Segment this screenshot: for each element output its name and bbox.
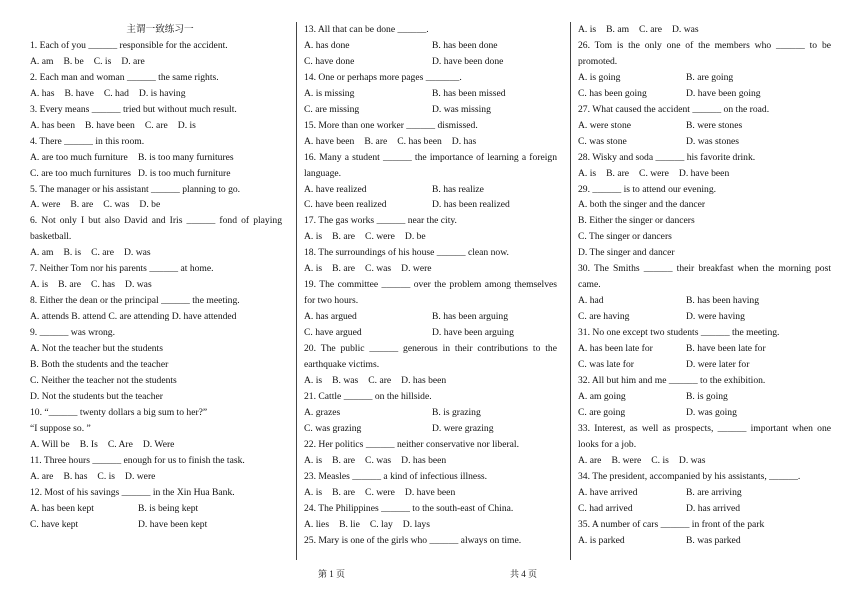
option: D. is xyxy=(177,119,196,131)
options-line xyxy=(304,229,557,245)
option: A. are xyxy=(30,470,54,482)
question-line: 3. Every means ______ tried but without much result. xyxy=(30,103,237,115)
option: D. were xyxy=(125,470,156,482)
option: D. was going xyxy=(686,406,737,418)
option: A. is going xyxy=(578,71,621,83)
option: A. have realized xyxy=(304,183,367,195)
option: A. were xyxy=(30,199,61,211)
question-line: 29. ______ is to attend our evening. xyxy=(578,183,717,195)
option: D. has xyxy=(451,135,477,147)
option: D. have been xyxy=(404,486,456,498)
question-line: A. attends B. attend C. are attending D. have attended xyxy=(30,311,237,323)
option: A. am xyxy=(30,55,54,67)
question-line: 25. Mary is one of the girls who ______ always on time. xyxy=(304,534,522,546)
option: C. has xyxy=(91,279,116,291)
option: A. are too much furniture xyxy=(30,151,128,163)
option: C. was xyxy=(365,263,392,275)
option: B. is grazing xyxy=(432,406,481,418)
option: D. were later for xyxy=(686,359,750,371)
options-line xyxy=(30,469,282,485)
option: A. lies xyxy=(304,518,330,530)
question-line: 8. Either the dean or the principal ______ the meeting. xyxy=(30,295,240,307)
options-line xyxy=(30,197,282,213)
option: B. were stones xyxy=(686,119,743,131)
option: D. is having xyxy=(138,87,186,99)
question-line: 6. Not only I but also David and Iris ______ fond of playing basketball. xyxy=(30,215,282,243)
question-line: 26. Tom is the only one of the members who ______ to be promoted. xyxy=(578,39,831,67)
option: A. has been kept xyxy=(30,502,94,514)
option: C. have kept xyxy=(30,518,79,530)
option: C. are xyxy=(368,374,392,386)
options-line xyxy=(304,453,557,469)
option: A. is xyxy=(304,231,323,243)
options-line xyxy=(30,517,282,533)
option: B. be xyxy=(63,55,84,67)
option: A. is xyxy=(304,374,323,386)
options-line xyxy=(304,102,557,118)
column-3 xyxy=(578,22,831,548)
option: C. is xyxy=(97,470,116,482)
option: C. was xyxy=(365,454,392,466)
option: A. is parked xyxy=(578,534,625,546)
options-line xyxy=(578,485,831,501)
option: C. are xyxy=(91,247,114,259)
option: A. has argued xyxy=(304,311,357,323)
option: A. is xyxy=(304,263,323,275)
option: C. are xyxy=(639,24,662,35)
option: C. was stone xyxy=(578,135,627,147)
options-line xyxy=(30,86,282,102)
question-line: 13. All that can be done ______. xyxy=(304,24,429,35)
question-line: A. Not the teacher but the students xyxy=(30,343,163,355)
option: A. am xyxy=(30,247,54,259)
option: A. is missing xyxy=(304,87,355,99)
option: B. have been xyxy=(85,119,135,131)
options-line xyxy=(304,86,557,102)
option: C. has been going xyxy=(578,87,647,99)
option: C. were xyxy=(639,167,669,179)
option: D. have been done xyxy=(432,55,504,67)
option: B. have been late for xyxy=(686,343,766,355)
options-line xyxy=(304,54,557,70)
option: D. was xyxy=(123,247,151,259)
options-line xyxy=(578,22,831,38)
option: C. has been xyxy=(397,135,442,147)
option: D. has been realized xyxy=(432,199,510,211)
column-divider-left xyxy=(296,22,297,560)
option: D. was xyxy=(671,24,699,35)
option: D. Were xyxy=(142,438,175,450)
question-line: D. The singer and dancer xyxy=(578,247,675,259)
question-line: 11. Three hours ______ enough for us to finish the task. xyxy=(30,454,245,466)
option: B. Is xyxy=(79,438,98,450)
option: A. has been xyxy=(30,119,76,131)
option: D. has been xyxy=(401,374,447,386)
options-line xyxy=(578,341,831,357)
option: D. were having xyxy=(686,311,745,323)
option: B. are xyxy=(606,167,630,179)
option: C. is xyxy=(651,454,669,466)
question-line: 30. The Smiths ______ their breakfast when the morning post came. xyxy=(578,263,831,291)
option: B. are xyxy=(332,231,356,243)
question-line: 18. The surroundings of his house ______ clean now. xyxy=(304,247,509,259)
option: D. were xyxy=(401,263,432,275)
option: A. is xyxy=(30,279,49,291)
options-line xyxy=(578,70,831,86)
option: C. have argued xyxy=(304,327,362,339)
column-1 xyxy=(30,22,282,533)
page-total: 共 4 页 xyxy=(510,569,538,579)
question-line: 9. ______ was wrong. xyxy=(30,327,116,339)
options-line xyxy=(304,134,557,150)
option: A. am going xyxy=(578,390,626,402)
question-line: 12. Most of his savings ______ in the Xin Hua Bank. xyxy=(30,486,235,498)
option: D. have been going xyxy=(686,87,761,99)
option: A. is xyxy=(304,454,323,466)
option: B. is being kept xyxy=(138,502,199,514)
option: C. is xyxy=(93,55,112,67)
option: C. have been realized xyxy=(304,199,387,211)
option: B. are xyxy=(364,135,388,147)
page-number: 第 1 页 xyxy=(318,569,346,579)
options-line xyxy=(304,485,557,501)
options-line xyxy=(304,197,557,213)
option: B. has xyxy=(63,470,88,482)
option: C. Are xyxy=(107,438,133,450)
option: B. are xyxy=(332,486,356,498)
option: A. are xyxy=(578,454,602,466)
option: C. have done xyxy=(304,55,355,67)
options-line xyxy=(30,437,282,453)
question-line: 14. One or perhaps more pages _______. xyxy=(304,71,462,83)
option: C. are missing xyxy=(304,103,360,115)
question-line: 5. The manager or his assistant ______ planning to go. xyxy=(30,183,241,195)
options-line xyxy=(30,245,282,261)
question-line: 4. There ______ in this room. xyxy=(30,135,145,147)
option: A. is xyxy=(578,24,597,35)
option: B. are going xyxy=(686,71,734,83)
option: C. were xyxy=(365,231,395,243)
options-line xyxy=(578,309,831,325)
question-line: 33. Interest, as well as prospects, ______ important when one looks for a job. xyxy=(578,422,831,450)
question-line: 2. Each man and woman ______ the same rights. xyxy=(30,71,219,83)
option: B. are xyxy=(70,199,94,211)
option: D. have been arguing xyxy=(432,327,514,339)
option: A. have arrived xyxy=(578,486,638,498)
option: C. was xyxy=(103,199,130,211)
option: D. was missing xyxy=(432,103,491,115)
question-line: 10. “______ twenty dollars a big sum to her?” xyxy=(30,406,208,418)
question-line: C. The singer or dancers xyxy=(578,231,672,243)
option: D. have been xyxy=(678,167,730,179)
question-line: 23. Measles ______ a kind of infectious illness. xyxy=(304,470,488,482)
option: B. have xyxy=(64,87,94,99)
option: B. were xyxy=(611,454,642,466)
option: A. has done xyxy=(304,39,350,51)
option: C. are xyxy=(144,119,168,131)
options-line xyxy=(304,261,557,277)
options-line xyxy=(578,293,831,309)
option: D. has arrived xyxy=(686,502,741,514)
question-line: 31. No one except two students ______ the meeting. xyxy=(578,327,780,339)
option: B. am xyxy=(606,24,630,35)
option: C. lay xyxy=(369,518,393,530)
question-line: 7. Neither Tom nor his parents ______ at home. xyxy=(30,263,214,275)
option: B. has been arguing xyxy=(432,311,509,323)
question-line: 1. Each of you ______ responsible for the accident. xyxy=(30,39,228,51)
options-line xyxy=(30,277,282,293)
option: A. is xyxy=(578,167,597,179)
options-line xyxy=(304,421,557,437)
option: B. was parked xyxy=(686,534,741,546)
question-line: 34. The president, accompanied by his assistants, ______. xyxy=(578,470,801,482)
options-line xyxy=(578,86,831,102)
option: A. grazes xyxy=(304,406,341,418)
option: B. is too many furnitures xyxy=(138,151,234,163)
column-2 xyxy=(304,22,557,548)
option: B. is xyxy=(63,247,82,259)
option: D. were grazing xyxy=(432,422,494,434)
option: B. are xyxy=(58,279,82,291)
options-line xyxy=(578,533,831,549)
options-line xyxy=(578,405,831,421)
option: C. are going xyxy=(578,406,626,418)
options-line xyxy=(304,405,557,421)
option: D. was xyxy=(678,454,706,466)
option: A. has xyxy=(30,87,55,99)
option: B. has realize xyxy=(432,183,484,195)
question-line: 20. The public ______ generous in their contributions to the earthquake victims. xyxy=(304,343,557,371)
question-line: 19. The committee ______ over the problem among themselves for two hours. xyxy=(304,279,557,307)
option: B. is going xyxy=(686,390,728,402)
question-line: C. Neither the teacher not the students xyxy=(30,374,177,386)
options-line xyxy=(578,134,831,150)
option: D. is too much furniture xyxy=(138,167,231,179)
question-line: 22. Her politics ______ neither conservative nor liberal. xyxy=(304,438,519,450)
options-line xyxy=(578,118,831,134)
question-line: B. Both the students and the teacher xyxy=(30,359,169,371)
question-line: B. Either the singer or dancers xyxy=(578,215,695,227)
option: D. has been xyxy=(401,454,447,466)
options-line xyxy=(30,150,282,166)
options-line xyxy=(304,373,557,389)
question-line: A. both the singer and the dancer xyxy=(578,199,706,211)
options-line xyxy=(578,453,831,469)
option: C. was grazing xyxy=(304,422,362,434)
option: A. have been xyxy=(304,135,355,147)
question-line: 35. A number of cars ______ in front of the park xyxy=(578,518,765,530)
option: C. was late for xyxy=(578,359,634,371)
options-line xyxy=(578,501,831,517)
option: C. are having xyxy=(578,311,630,323)
question-line: 28. Wisky and soda ______ his favorite drink. xyxy=(578,151,756,163)
options-line xyxy=(578,389,831,405)
question-line: 27. What caused the accident ______ on the road. xyxy=(578,103,770,115)
option: D. was xyxy=(125,279,152,291)
option: D. lays xyxy=(402,518,430,530)
options-line xyxy=(578,357,831,373)
options-line xyxy=(304,38,557,54)
option: B. are xyxy=(332,454,356,466)
option: A. is xyxy=(304,486,323,498)
options-line xyxy=(30,54,282,70)
question-line: 17. The gas works ______ near the city. xyxy=(304,215,457,227)
question-line: D. Not the students but the teacher xyxy=(30,390,163,402)
option: C. had xyxy=(103,87,129,99)
option: B. has been having xyxy=(686,295,760,307)
column-divider-right xyxy=(570,22,571,560)
option: A. Will be xyxy=(30,438,70,450)
option: D. be xyxy=(404,231,426,243)
option: B. was xyxy=(332,374,359,386)
option: B. are arriving xyxy=(686,486,742,498)
option: B. has been missed xyxy=(432,87,506,99)
option: A. has been late for xyxy=(578,343,653,355)
options-line xyxy=(304,325,557,341)
question-line: 16. Many a student ______ the importance of learning a foreign language. xyxy=(304,151,557,179)
options-line xyxy=(304,309,557,325)
options-line xyxy=(30,166,282,182)
option: B. are xyxy=(332,263,356,275)
options-line xyxy=(30,501,282,517)
options-line xyxy=(30,118,282,134)
option: C. had arrived xyxy=(578,502,633,514)
option: D. have been kept xyxy=(138,518,208,530)
options-line xyxy=(578,166,831,182)
options-line xyxy=(304,182,557,198)
option: D. was stones xyxy=(686,135,740,147)
question-line: 21. Cattle ______ on the hillside. xyxy=(304,390,432,402)
question-line: 32. All but him and me ______ to the exhibition. xyxy=(578,374,766,386)
question-line: “I suppose so. ” xyxy=(30,422,91,434)
option: A. had xyxy=(578,295,604,307)
option: C. are too much furnitures xyxy=(30,167,131,179)
option: C. were xyxy=(365,486,395,498)
question-line: 15. More than one worker ______ dismissed. xyxy=(304,119,478,131)
option: B. lie xyxy=(339,518,360,530)
option: D. be xyxy=(139,199,161,211)
option: A. were stone xyxy=(578,119,632,131)
page-title: 主谓一致练习一 xyxy=(126,24,194,35)
question-line: 24. The Philippines ______ to the south-east of China. xyxy=(304,502,514,514)
options-line xyxy=(304,517,557,533)
option: D. are xyxy=(121,55,145,67)
option: B. has been done xyxy=(432,39,498,51)
